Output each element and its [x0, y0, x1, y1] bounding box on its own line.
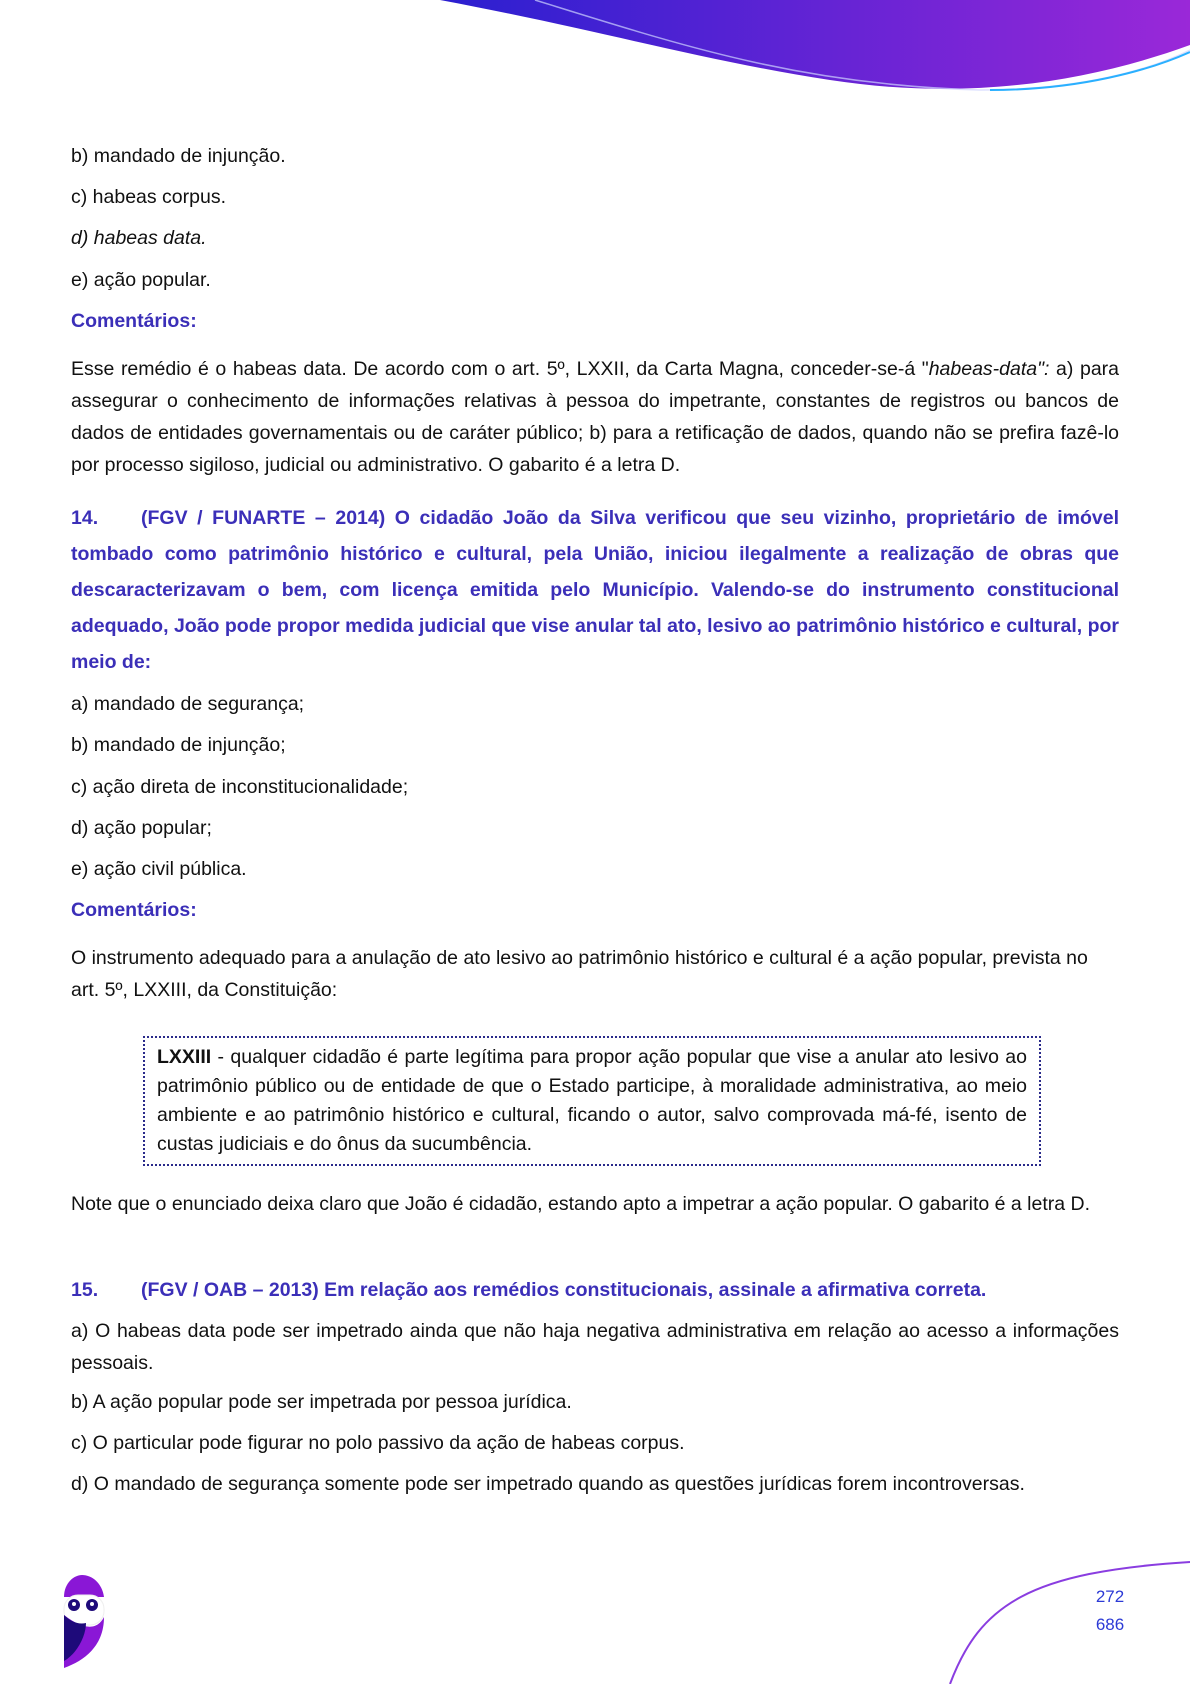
page-total: 686 [1095, 1615, 1125, 1634]
option-e: e) ação civil pública. [71, 858, 247, 880]
comment-text: Esse remédio é o habeas data. De acordo com o art. 5º, LXXII, da Carta Magna, conceder-se-á " [71, 358, 929, 380]
note-paragraph: Note que o enunciado deixa claro que João é cidadão, estando apto a impetrar a ação popular. O gabarito é a letra D. [71, 1193, 1091, 1215]
comment-paragraph: O instrumento adequado para a anulação de ato lesivo ao patrimônio histórico e cultural é a ação popular, prevista no art. 5º, LXXIII, da Constituição: [71, 947, 1088, 1001]
option-c: c) O particular pode figurar no polo passivo da ação de habeas corpus. [71, 1432, 685, 1454]
quote-text: - qualquer cidadão é parte legítima para propor ação popular que vise a anular ato lesivo ao patrimônio público ou de entidade de que o Estado participe, à moralidade administrativa, ao meio ambiente e ao patrimônio histórico e cultural, ficando o autor, salvo comprovada má-fé, isento de custas judiciais e do ônus da sucumbência. [157, 1046, 1027, 1155]
question-15 [71, 1272, 1119, 1308]
question-number: 14. [71, 507, 99, 529]
option-c: c) ação direta de inconstitucionalidade; [71, 776, 409, 798]
question-14 [71, 500, 1119, 680]
quote-bold: LXXIII [157, 1046, 212, 1068]
question-number: 15. [71, 1279, 99, 1301]
law-quote-box [143, 1036, 1041, 1166]
comment-italic: habeas-data": [928, 358, 1050, 380]
option-b: b) A ação popular pode ser impetrada por pessoa jurídica. [71, 1391, 572, 1413]
comment-paragraph [71, 353, 1119, 481]
option-e: e) ação popular. [71, 269, 211, 291]
comment-text: a) para assegurar o conhecimento de informações relativas à pessoa do impetrante, constantes de registros ou bancos de dados de entidades governamentais ou de caráter público; b) para a retificação de dados, quando não se prefira fazê-lo por processo sigiloso, judicial ou administrativo. O gabarito é a letra D. [71, 358, 1120, 476]
option-c: c) habeas corpus. [71, 186, 227, 208]
option-d: d) O mandado de segurança somente pode ser impetrado quando as questões jurídicas forem incontroversas. [71, 1473, 1025, 1495]
option-b: b) mandado de injunção; [71, 734, 286, 756]
page-number: 272 [1095, 1587, 1125, 1606]
option-a: a) mandado de segurança; [71, 693, 305, 715]
header-wave-decoration [0, 0, 1190, 100]
option-a: a) O habeas data pode ser impetrado ainda que não haja negativa administrativa em relação ao acesso a informações pessoais. [71, 1320, 1119, 1374]
owl-logo-icon [60, 1575, 120, 1675]
option-d: d) ação popular; [71, 817, 212, 839]
comments-label: Comentários: [71, 310, 197, 332]
question-statement: (FGV / FUNARTE – 2014) O cidadão João da Silva verificou que seu vizinho, proprietário de imóvel tombado como patrimônio histórico e cultural, pela União, iniciou ilegalmente a realização de obras que descaracterizavam o bem, com licença emitida pelo Município. Valendo-se do instrumento constitucional adequado, João pode propor medida judicial que vise anular tal ato, lesivo ao patrimônio histórico e cultural, por meio de: [71, 507, 1119, 673]
question-statement: (FGV / OAB – 2013) Em relação aos remédios constitucionais, assinale a afirmativa correta. [141, 1279, 987, 1301]
option-b: b) mandado de injunção. [71, 145, 286, 167]
footer-curve-decoration [940, 1554, 1190, 1684]
option-d: d) habeas data. [71, 227, 207, 249]
comments-label: Comentários: [71, 899, 197, 921]
